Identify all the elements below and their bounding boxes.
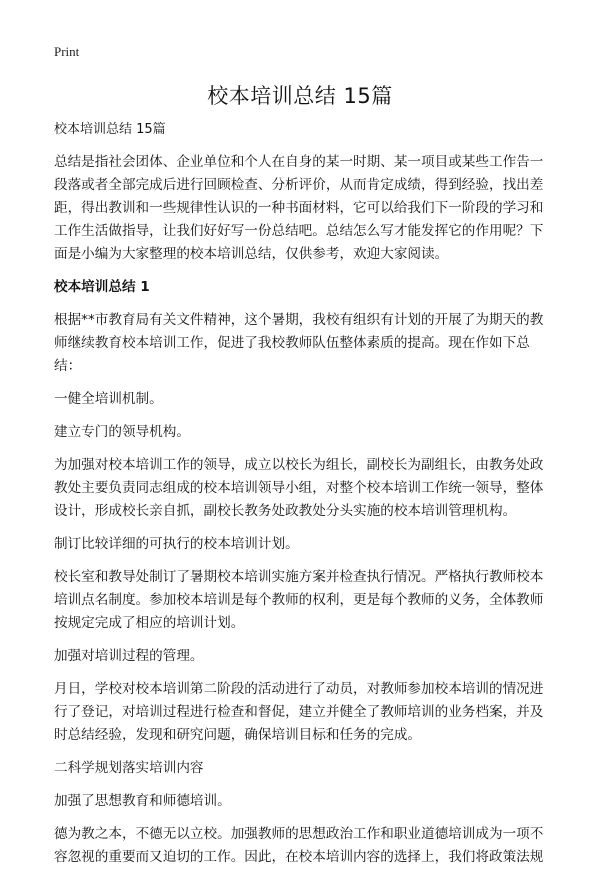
intro-paragraph: 总结是指社会团体、企业单位和个人在自身的某一时期、某一项目或某些工作告一段落或者全部完成后进行回顾检查、分析评价，从而肯定成绩，得到经验，找出差距，得出教训和一些规律性认识的一种书面材料，它可以给我们下一阶段的学习和工作生活做指导，让我们好好写一份总结吧。总结怎么写才能发挥它的作用呢？下面是小编为大家整理的校本培训总结，仅供参考，欢迎大家阅读。 [54, 154, 544, 262]
section-heading: 校本培训总结 1 [54, 279, 150, 295]
body-paragraph: 一健全培训机制。 [54, 391, 163, 407]
document-subtitle: 校本培训总结 15篇 [54, 122, 166, 137]
body-paragraph: 加强了思想教育和师德培训。 [54, 793, 231, 809]
body-paragraph: 建立专门的领导机构。 [54, 424, 190, 440]
document-title: 校本培训总结 15篇 [207, 84, 393, 108]
body-paragraph: 月日，学校对校本培训第二阶段的活动进行了动员，对教师参加校本培训的情况进行了登记，对培训过程进行检查和督促，建立并健全了教师培训的业务档案，并及时总结经验，发现和研究问题，确保培训目标和任务的完成。 [54, 681, 544, 743]
body-paragraph: 制订比较详细的可执行的校本培训计划。 [54, 536, 299, 552]
body-paragraph: 为加强对校本培训工作的领导，成立以校长为组长，副校长为副组长，由教务处政教处主要负责同志组成的校本培训领导小组，对整个校本培训工作统一领导，整体设计，形成校长亲自抓，副校长教务处政教处分头实施的校本培训管理机构。 [54, 457, 544, 519]
body-paragraph: 加强对培训过程的管理。 [54, 648, 204, 664]
document-body [54, 118, 551, 879]
body-paragraph: 校长室和教导处制订了暑期校本培训实施方案并检查执行情况。严格执行教师校本培训点名制度。参加校本培训是每个教师的权利，更是每个教师的义务，全体教师按规定完成了相应的培训计划。 [54, 569, 544, 631]
body-paragraph: 根据**市教育局有关文件精神，这个暑期，我校有组织有计划的开展了为期天的教师继续教育校本培训工作，促进了我校教师队伍整体素质的提高。现在作如下总结： [54, 312, 544, 374]
body-paragraph: 德为教之本，不德无以立校。加强教师的思想政治工作和职业道德培训成为一项不容忽视的重要而又迫切的工作。因此，在校本培训内容的选择上，我们将政策法规 [54, 826, 544, 865]
print-label: Print [54, 44, 80, 59]
body-paragraph: 二科学规划落实培训内容 [54, 760, 204, 776]
